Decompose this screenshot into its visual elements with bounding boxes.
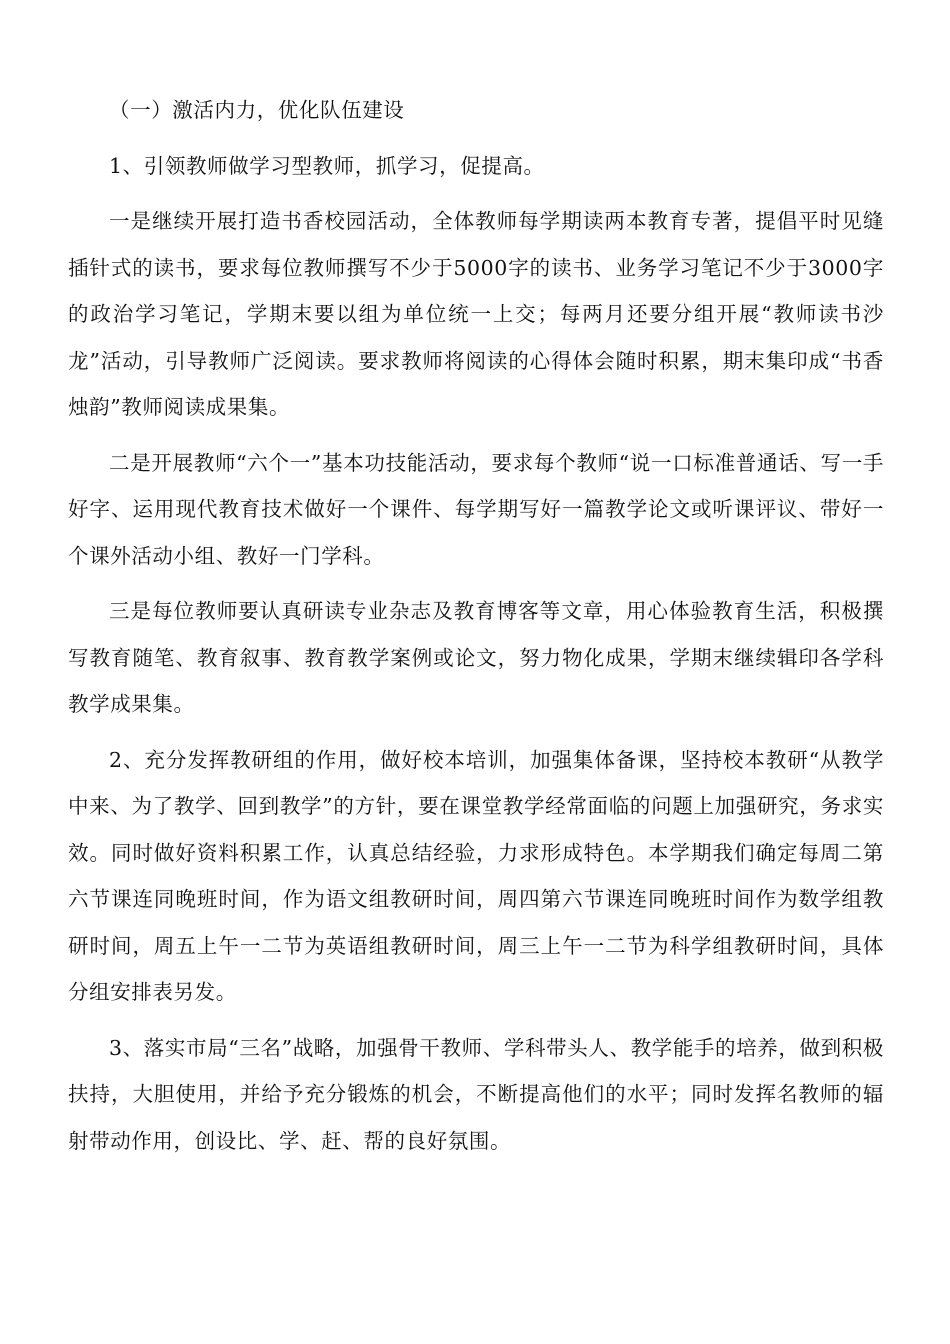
section-heading: （一）激活内力，优化队伍建设	[109, 98, 405, 122]
paragraph-three-names-strategy: 3、落实市局“三名”战略，加强骨干教师、学科带头人、教学能手的培养，做到积极扶持，大胆使用，并给予充分锻炼的机会，不断提高他们的水平；同时发挥名教师的辐射带动作用，创设比、学、赶、帮的良好氛围。	[68, 1035, 884, 1153]
paragraph-item-1-heading: 1、引领教师做学习型教师，抓学习，促提高。	[109, 153, 545, 178]
paragraph-professional-study: 三是每位教师要认真研读专业杂志及教育博客等文章，用心体验教育生活，积极撰写教育随笔、教育叙事、教育教学案例或论文，努力物化成果，学期末继续辑印各学科教学成果集。	[68, 599, 884, 716]
paragraph-basic-skills: 二是开展教师“六个一”基本功技能活动，要求每个教师“说一口标准普通话、写一手好字、运用现代教育技术做好一个课件、每学期写好一篇教学论文或听课评议、带好一个课外活动小组、教好一门学科。	[68, 450, 884, 568]
paragraph-teaching-research: 2、充分发挥教研组的作用，做好校本培训，加强集体备课，坚持校本教研“从教学中来、为了教学、回到教学”的方针，要在课堂教学经常面临的问题上加强研究，务求实效。同时做好资料积累工作，认真总结经验，力求形成特色。本学期我们确定每周二第六节课连同晚班时间，作为语文组教研时间，周四第六节课连同晚班时间作为数学组教研时间，周五上午一二节为英语组教研时间，周三上午一二节为科学组教研时间，具体分组安排表另发。	[68, 747, 884, 1004]
document-body	[68, 87, 884, 1173]
paragraph-reading-activity: 一是继续开展打造书香校园活动，全体教师每学期读两本教育专著，提倡平时见缝插针式的读书，要求每位教师撰写不少于5000字的读书、业务学习笔记不少于3000字的政治学习笔记，学期末要以组为单位统一上交；每两月还要分组开展“教师读书沙龙”活动，引导教师广泛阅读。要求教师将阅读的心得体会随时积累，期末集印成“书香烛韵”教师阅读成果集。	[68, 209, 884, 419]
